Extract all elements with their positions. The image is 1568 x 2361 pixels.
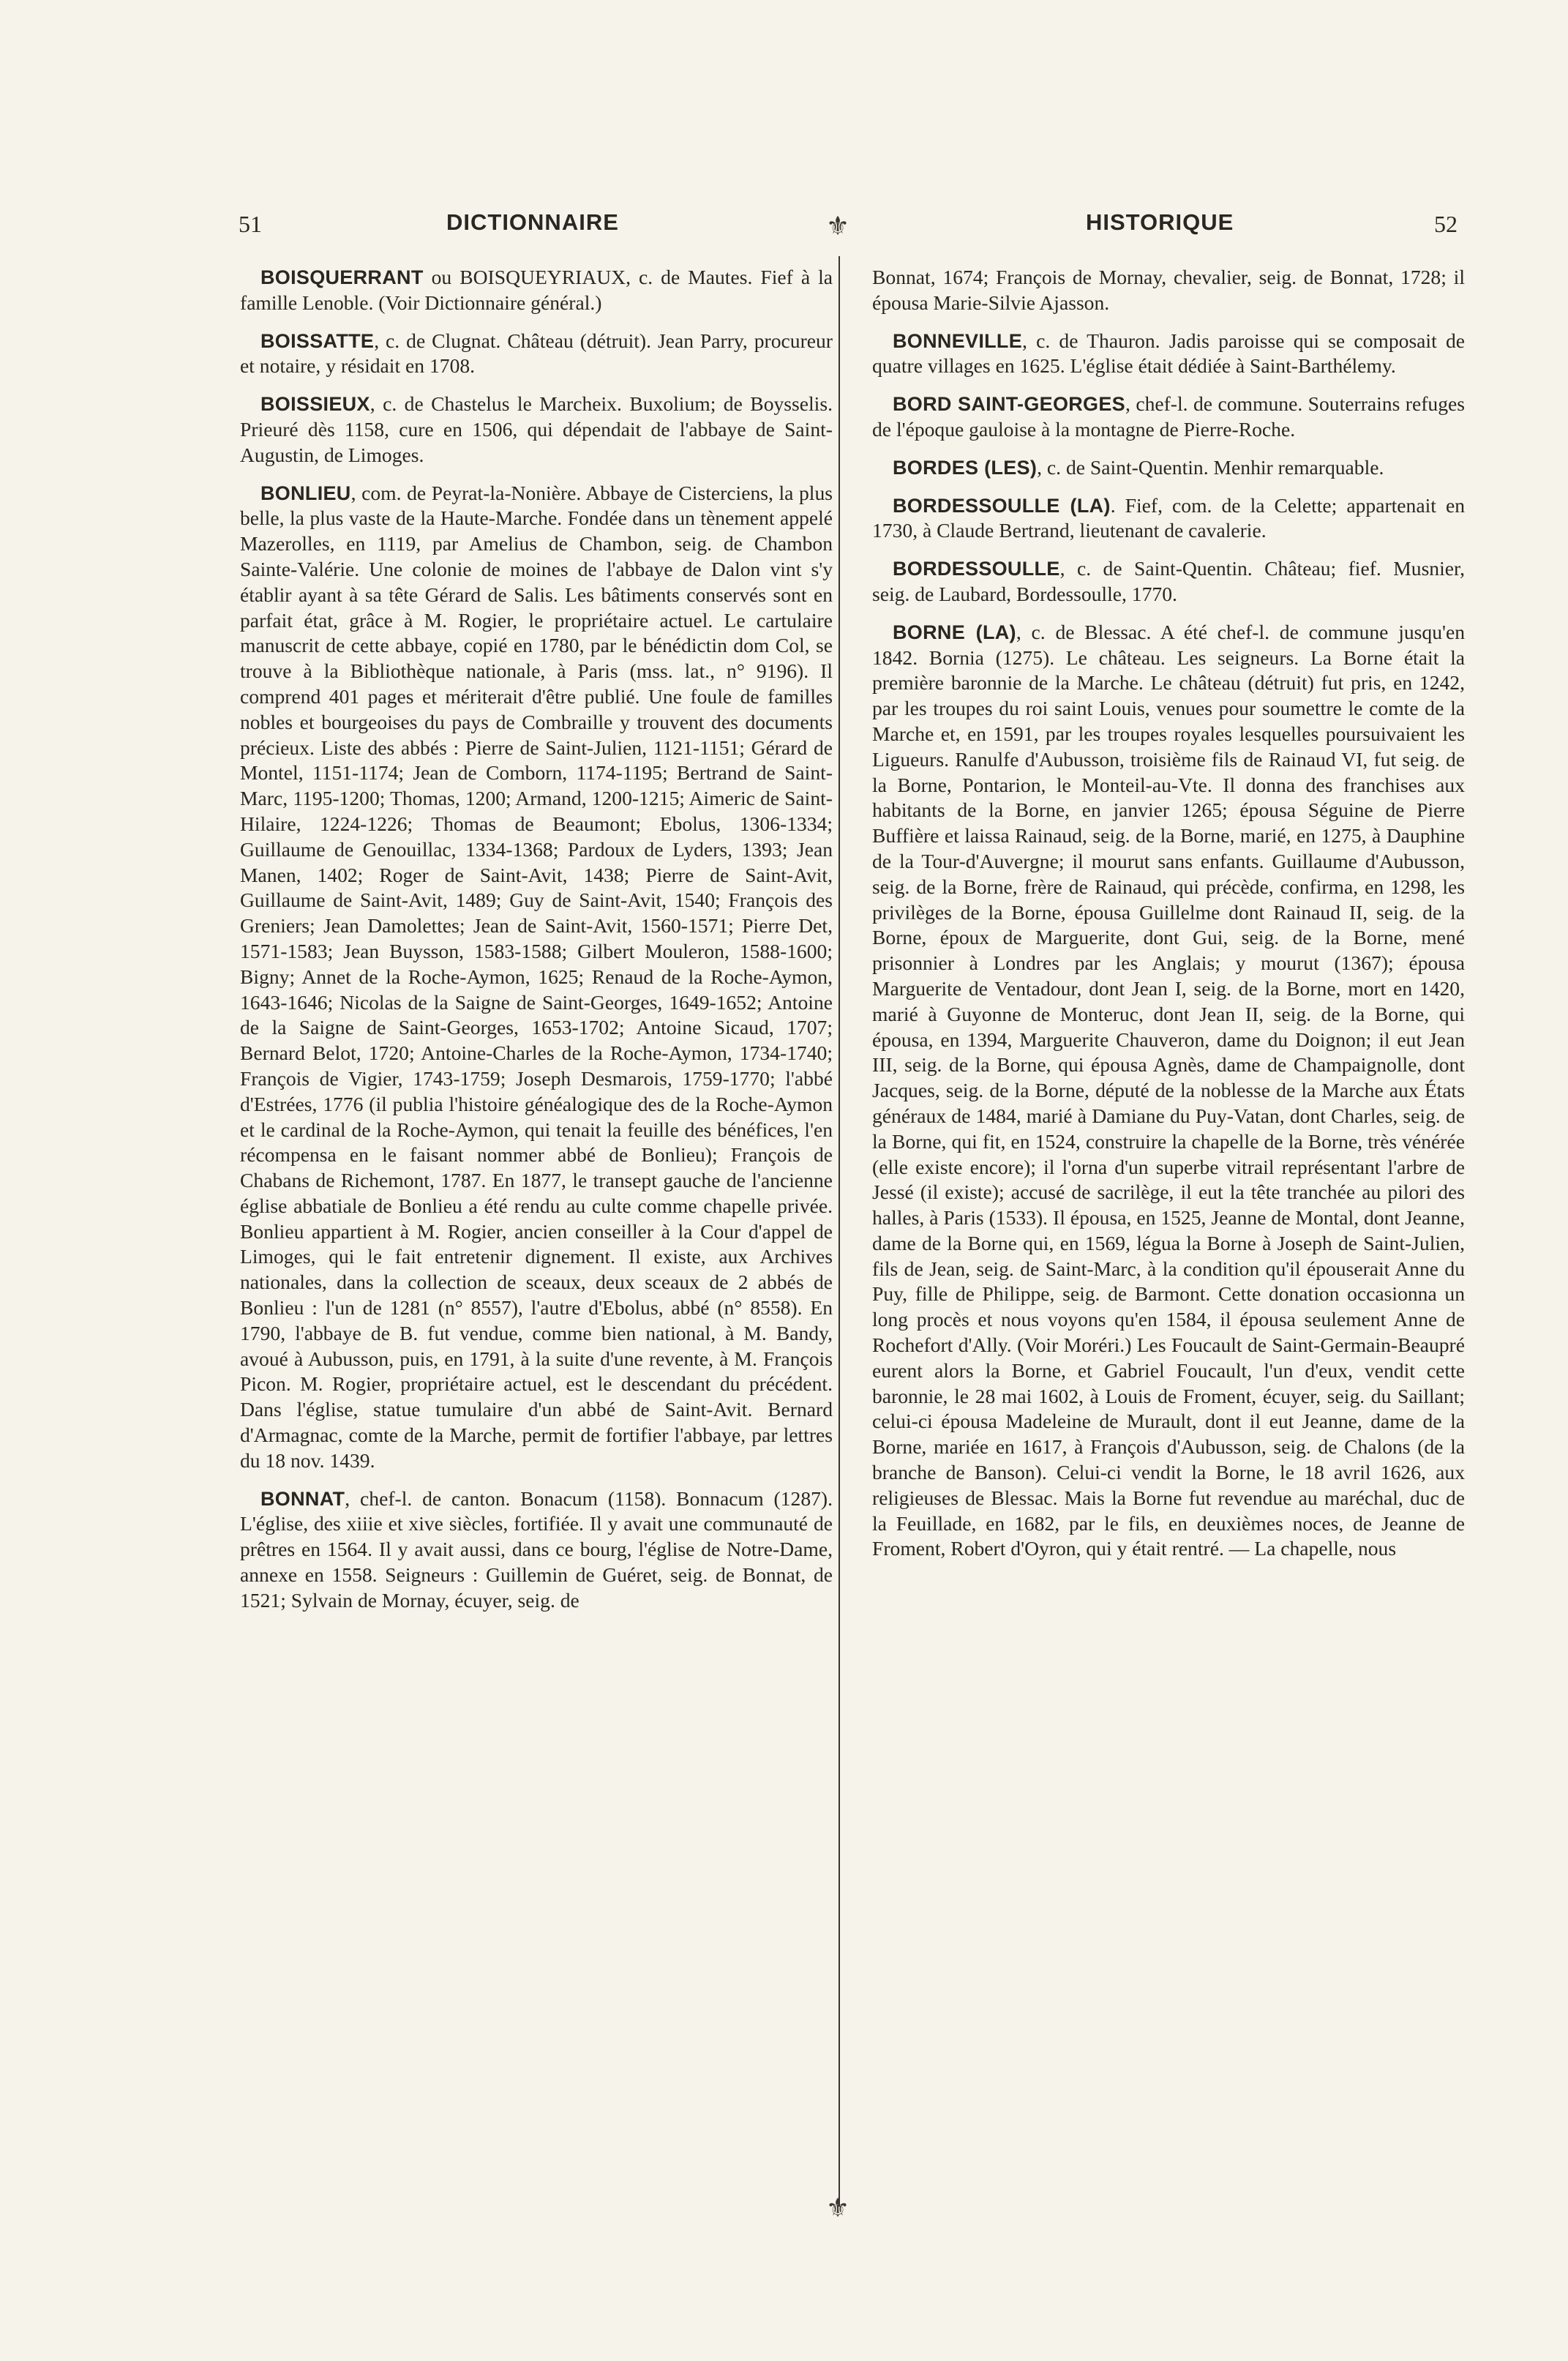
entry-headword: BORNE (LA) xyxy=(893,621,1016,643)
entry-body: , c. de Thauron. Jadis paroisse qui se composait de quatre villages en 1625. L'église était dédiée à Saint-Barthélemy. xyxy=(872,329,1465,378)
dictionary-entry xyxy=(240,1486,833,1614)
fleur-de-lis-icon: ⚜ xyxy=(825,2193,850,2223)
entry-body: , c. de Saint-Quentin. Menhir remarquable. xyxy=(1037,455,1384,479)
entry-body: . Fief, com. de la Celette; appartenait en 1730, à Claude Bertrand, lieutenant de cavalerie. xyxy=(872,493,1466,542)
entry-headword: BORDESSOULLE (LA) xyxy=(893,494,1111,517)
dictionary-entry xyxy=(872,455,1465,481)
entry-headword: BONNAT xyxy=(260,1487,345,1510)
dictionary-entry xyxy=(240,481,833,1474)
entry-body: , c. de Saint-Quentin. Château; fief. Musnier, seig. de Laubard, Bordessoulle, 1770. xyxy=(872,557,1465,605)
dictionary-entry xyxy=(872,493,1465,545)
entry-headword: BORD SAINT-GEORGES xyxy=(893,393,1125,416)
dictionary-entry xyxy=(240,265,833,316)
entry-body: , chef-l. de commune. Souterrains refuges de l'époque gauloise à la montagne de Pierre-Roche. xyxy=(872,392,1465,441)
entry-headword: BORDES (LES) xyxy=(893,456,1038,479)
entry-headword: BOISSIEUX xyxy=(260,393,370,416)
entry-headword: BOISSATTE xyxy=(260,329,375,352)
entry-body: , com. de Peyrat-la-Nonière. Abbaye de Cisterciens, la plus belle, la plus vaste de la Haute-Marche. Fondée dans un tènement appelé Mazerolles, en 1119, par Amelius de Chambon, seig. de Chambon Sainte-Valérie. Une colonie de moines de l'abbaye de Dalon vint s'y établir ayant à sa tête Gérard de Salis. Les bâtiments conservés sont en parfait état, grâce à M. Rogier, le propriétaire actuel. Le cartulaire manuscrit de cette abbaye, copié en 1780, par le bénédictin dom Col, se trouve à la Bibliothèque nationale, à Paris (mss. lat., n° 9196). Il comprend 401 pages et mériterait d'être publié. Une foule de familles nobles et bourgeoises du pays de Combraille y trouvent des documents précieux. Liste des abbés : Pierre de Saint-Julien, 1121-1151; Gérard de Montel, 1151-1174; Jean de Comborn, 1174-1195; Bertrand de Saint-Marc, 1195-1200; Thomas, 1200; Armand, 1200-1215; Aimeric de Saint-Hilaire, 1224-1226; Thomas de Beaumont; Ebolus, 1306-1334; Guillaume de Genouillac, 1334-1368; Pardoux de Lyders, 1393; Jean Manen, 1402; Roger de Saint-Avit, 1438; Pierre de Saint-Avit, Guillaume de Saint-Avit, 1489; Guy de Saint-Avit, 1540; François des Greniers; Jean Damolettes; Jean de Saint-Avit, 1560-1571; Pierre Det, 1571-1583; Jean Buysson, 1583-1588; Gilbert Mouleron, 1588-1600; Bigny; Annet de la Roche-Aymon, 1625; Renaud de la Roche-Aymon, 1643-1646; Nicolas de la Saigne de Saint-Georges, 1649-1652; Antoine de la Saigne de Saint-Georges, 1653-1702; Antoine Sicaud, 1707; Bernard Belot, 1720; Antoine-Charles de la Roche-Aymon, 1734-1740; François de Vigier, 1743-1759; Joseph Desmarois, 1759-1770; l'abbé d'Estrées, 1776 (il publia l'histoire généalogique des de la Roche-Aymon et le cardinal de la Roche-Aymon, qui tenait la feuille des bénéfices, l'en récompensa en le faisant nommer abbé de Bonlieu); François de Chabans de Richemont, 1787. En 1877, le transept gauche de l'ancienne église abbatiale de Bonlieu a été rendu au culte comme chapelle privée. Bonlieu appartient à M. Rogier, ancien conseiller à la Cour d'appel de Limoges, qui le fait entretenir dignement. Il existe, aux Archives nationales, dans la collection de sceaux, deux sceaux de 2 abbés de Bonlieu : l'un de 1281 (n° 8557), l'autre d'Ebolus, abbé (n° 8558). En 1790, l'abbaye de B. fut vendue, comme bien national, à M. Bandy, avoué à Aubusson, puis, en 1791, à la suite d'une revente, à M. François Picon. M. Rogier, propriétaire actuel, est le descendant du précédent. Dans l'église, statue tumulaire d'un abbé de Saint-Avit. Bernard d'Armagnac, comte de la Marche, permit de fortifier l'abbaye, par lettres du 18 nov. 1439. xyxy=(240,481,833,1472)
column-divider xyxy=(839,256,840,2207)
entry-body: , chef-l. de canton. Bonacum (1158). Bonnacum (1287). L'église, des xiiie et xive siècles, fortifiée. Il y avait une communauté de prêtres en 1564. Il y avait aussi, dans ce bourg, l'église de Notre-Dame, annexe en 1558. Seigneurs : Guillemin de Guéret, seig. de Bonnat, de 1521; Sylvain de Mornay, écuyer, seig. de xyxy=(240,1486,833,1612)
right-running-title: HISTORIQUE xyxy=(1086,209,1234,235)
dictionary-entry xyxy=(240,329,833,380)
right-page-number: 52 xyxy=(1434,211,1458,237)
dictionary-entry xyxy=(872,556,1465,607)
entry-headword: BORDESSOULLE xyxy=(893,558,1060,580)
entry-body: , c. de Chastelus le Marcheix. Buxolium; de Boysselis. Prieuré dès 1158, cure en 1506, qui dépendait de l'abbaye de Saint-Augustin, de Limoges. xyxy=(240,392,833,466)
left-running-title: DICTIONNAIRE xyxy=(446,209,619,235)
dictionary-entry xyxy=(240,392,833,468)
entry-headword: BONLIEU xyxy=(260,482,351,504)
dictionary-entry xyxy=(872,392,1465,443)
dictionary-entry xyxy=(872,329,1465,380)
entry-body: ou BOISQUEYRIAUX, c. de Mautes. Fief à la famille Lenoble. (Voir Dictionnaire général.) xyxy=(240,266,833,314)
right-column xyxy=(872,265,1465,1562)
entry-body: , c. de Blessac. A été chef-l. de commune jusqu'en 1842. Bornia (1275). Le château. Les seigneurs. La Borne était la première baronnie de la Marche. Le château (détruit) fut pris, en 1242, par les troupes du roi saint Louis, venues pour soumettre le comte de la Marche et, en 1591, par les troupes royales lesquelles poursuivaient les Ligueurs. Ranulfe d'Aubusson, troisième fils de Rainaud VI, fut seig. de la Borne, Pontarion, le Monteil-au-Vte. Il donna des franchises aux habitants de la Borne, en janvier 1265; épousa Séguine de Pierre Buffière et laissa Rainaud, seig. de la Borne, marié, en 1275, à Dauphine de la Tour-d'Auvergne; il mourut sans enfants. Guillaume d'Aubusson, seig. de la Borne, frère de Rainaud, qui précède, confirma, en 1298, les privilèges de la Borne, épousa Guillelme dont Rainaud II, seig. de la Borne, époux de Marguerite, dont Gui, seig. de la Borne, mené prisonnier à Londres par les Anglais; y mourut (1367); épousa Marguerite de Ventadour, dont Jean I, seig. de la Borne, mort en 1420, marié à Guyonne de Monteruc, dont Jean II, seig. de la Borne, qui épousa, en 1394, Marguerite Chauveron, dame du Doignon; il eut Jean III, seig. de la Borne, qui épousa Agnès, dame de Champaignolle, dont Jacques, seig. de la Borne, député de la noblesse de la Marche aux États généraux de 1484, marié à Damiane du Puy-Vatan, dont Charles, seig. de la Borne, qui fit, en 1524, construire la chapelle de la Borne, très vénérée (elle existe encore); il l'orna d'un superbe vitrail représentant l'arbre de Jessé (il existe); accusé de sacrilège, il eut la tête tranchée au pilori des halles, à Paris (1533). Il épousa, en 1525, Jeanne de Montal, dont Jeanne, dame de la Borne qui, en 1569, légua la Borne à Joseph de Saint-Julien, fils de Jean, seig. de Saint-Marc, à la condition qu'il épouserait Anne du Puy, fille de Philippe, seig. de Barmont. Cette donation occasionna un long procès et nous voyons qu'en 1584, il épousa seulement Anne de Rochefort d'Ally. (Voir Moréri.) Les Foucault de Saint-Germain-Beaupré eurent alors la Borne, et Gabriel Foucault, l'un d'eux, vendit cette baronnie, le 28 mai 1602, à Louis de Froment, écuyer, seig. du Saillant; celui-ci épousa Madeleine de Murault, dont il eut Jeanne, dame de la Borne, mariée en 1617, à François d'Aubusson, seig. de Chalons (de la branche de Banson). Celui-ci vendit la Borne, le 18 avril 1626, aux religieuses de Blessac. Mais la Borne fut revendue au maréchal, duc de la Feuillade, en 1682, par le fils, en deuxièmes noces, de Jeanne de Froment, Robert d'Oyron, qui y était rentré. — La chapelle, nous xyxy=(872,620,1466,1560)
left-column xyxy=(240,265,833,1614)
entry-body: , c. de Clugnat. Château (détruit). Jean Parry, procureur et notaire, y résidait en 1708. xyxy=(240,329,833,378)
fleur-de-lis-icon: ⚜ xyxy=(825,212,850,241)
entry-continuation: Bonnat, 1674; François de Mornay, chevalier, seig. de Bonnat, 1728; il épousa Marie-Silvie Ajasson. xyxy=(872,266,1465,314)
left-page-number: 51 xyxy=(239,211,262,237)
dictionary-entry xyxy=(872,620,1465,1562)
entry-headword: BOISQUERRANT xyxy=(260,266,424,288)
entry-headword: BONNEVILLE xyxy=(893,329,1023,352)
